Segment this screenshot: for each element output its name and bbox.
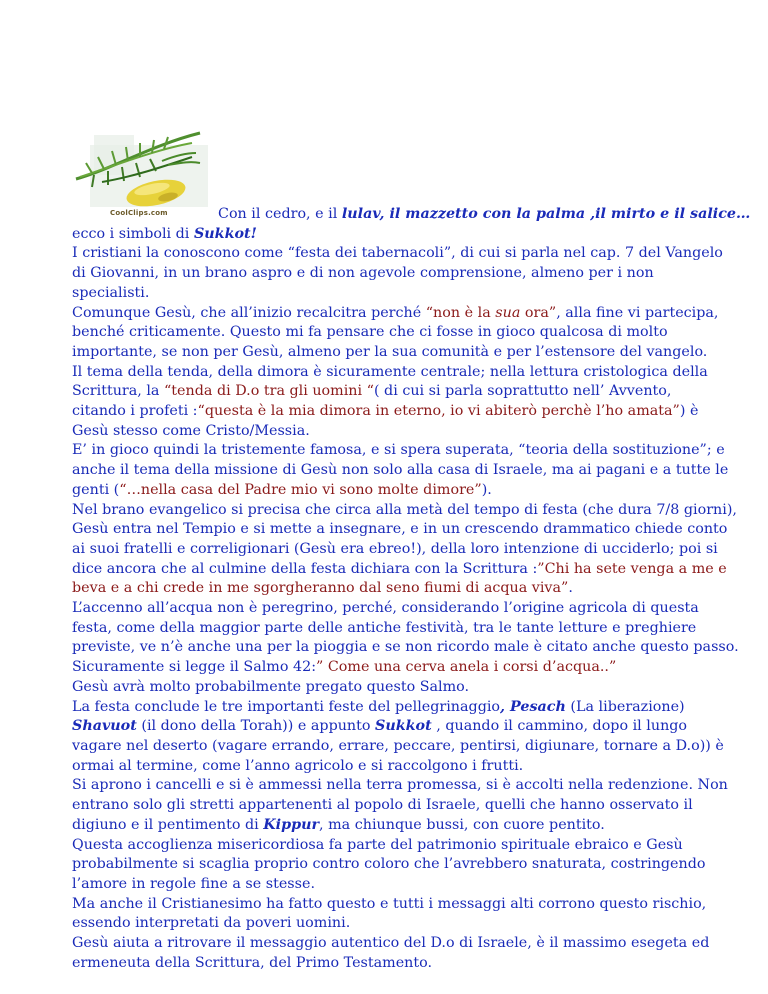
text-line: Ma anche il Cristianesimo ha fatto questo e tutti i messaggi alti corrono questo rischio,	[72, 895, 707, 912]
text-line: ermeneuta della Scrittura, del Primo Testamento.	[72, 954, 433, 971]
text-line: l’amore in regole fine a se stesse.	[72, 875, 315, 892]
text-line: Gesù aiuta a ritrovare il messaggio autentico del D.o di Israele, è il massimo esegeta ed	[72, 935, 710, 952]
text-line: probabilmente si scaglia proprio contro coloro che l’avrebbero snaturata, costringendo	[72, 856, 706, 873]
text-line: previste, ve n’è anche una per la pioggia e se non ricordo male è citato anche questo passo.	[72, 639, 739, 656]
text-line: Si aprono i cancelli e si è ammessi nella terra promessa, si è accolti nella redenzione. Non	[72, 777, 728, 794]
text-line: Il tema della tenda, della dimora è sicuramente centrale; nella lettura cristologica della	[72, 363, 708, 380]
text-line: ecco i simboli di Sukkot!	[72, 225, 257, 242]
text-line: vagare nel deserto (vagare errando, errare, peccare, pentirsi, digiunare, tornare a D.o)) è	[72, 737, 724, 754]
text-line: festa, come della maggior parte delle antiche festività, tra le tante letture e preghiere	[72, 619, 697, 636]
text-line: Shavuot (il dono della Torah)) e appunto Sukkot , quando il cammino, dopo il lungo	[72, 718, 688, 735]
text-line: Comunque Gesù, che all’inizio recalcitra perché “non è la sua ora”, alla fine vi partecipa,	[72, 304, 719, 321]
text-line: genti (“…nella casa del Padre mio vi sono molte dimore”).	[72, 481, 492, 498]
text-line: E’ in gioco quindi la tristemente famosa, e si spera superata, “teoria della sostituzione”; e	[72, 442, 725, 459]
text-line: Gesù avrà molto probabilmente pregato questo Salmo.	[72, 678, 470, 695]
text-line: Sicuramente si legge il Salmo 42:” Come una cerva anela i corsi d’acqua..”	[72, 659, 617, 676]
text-line: Con il cedro, e il lulav, il mazzetto con la palma ,il mirto e il salice…	[218, 206, 751, 222]
text-line: I cristiani la conoscono come “festa dei tabernacoli”, di cui si parla nel cap. 7 del Vangelo	[72, 245, 723, 262]
text-line: L’accenno all’acqua non è peregrino, perché, considerando l’origine agricola di questa	[72, 600, 699, 617]
clipart-caption: CoolClips.com	[110, 209, 168, 217]
text-line: anche il tema della missione di Gesù non solo alla casa di Israele, ma ai pagani e a tutte le	[72, 462, 729, 479]
text-line: Questa accoglienza misericordiosa fa parte del patrimonio spirituale ebraico e Gesù	[72, 836, 683, 853]
text-line: Nel brano evangelico si precisa che circa alla metà del tempo di festa (che dura 7/8 giorni),	[72, 501, 737, 518]
text-line: entrano solo gli stretti appartenenti al popolo di Israele, quelli che hanno osservato il	[72, 797, 693, 814]
text-line: essendo interpretati da poveri uomini.	[72, 915, 351, 932]
text-line: Gesù entra nel Tempio e si mette a insegnare, e in un crescendo drammatico chiede conto	[72, 521, 728, 538]
text-line: di Giovanni, in un brano aspro e di non agevole comprensione, almeno per i non	[72, 265, 654, 282]
text-line: La festa conclude le tre importanti feste del pellegrinaggio, Pesach (La liberazione)	[72, 698, 685, 715]
text-line: ormai al termine, come l’anno agricolo e si raccolgono i frutti.	[72, 757, 524, 774]
text-line: digiuno e il pentimento di Kippur, ma chiunque bussi, con cuore pentito.	[72, 816, 605, 833]
text-line: specialisti.	[72, 284, 150, 301]
text-line: beva e a chi crede in me sgorgheranno dal seno fiumi di acqua viva”.	[72, 580, 573, 597]
text-line: benché criticamente. Questo mi fa pensare che ci fosse in gioco qualcosa di molto	[72, 324, 668, 341]
text-line: citando i profeti :“questa è la mia dimora in eterno, io vi abiterò perchè l’ho amata”) è	[72, 403, 699, 420]
text-line: Scrittura, la “tenda di D.o tra gli uomini “( di cui si parla soprattutto nell’ Avvento,	[72, 383, 672, 400]
text-line: importante, se non per Gesù, almeno per la sua comunità e per l’estensore del vangelo.	[72, 343, 708, 360]
text-line: Gesù stesso come Cristo/Messia.	[72, 422, 310, 439]
text-line: dice ancora che al culmine della festa dichiara con la Scrittura :”Chi ha sete venga a me e	[72, 560, 727, 577]
article-text	[72, 205, 751, 973]
text-line: ai suoi fratelli e correligionari (Gesù era ebreo!), della loro intenzione di ucciderlo; poi si	[72, 540, 718, 557]
